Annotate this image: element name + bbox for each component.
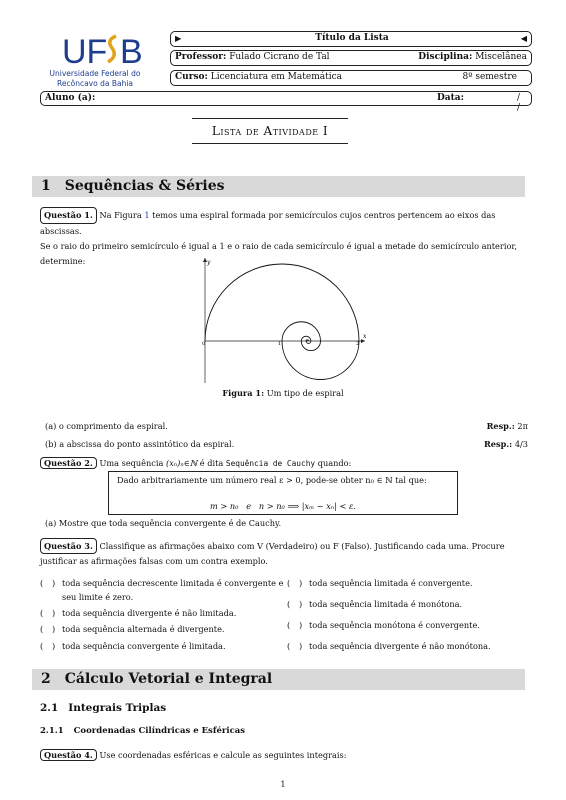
checkbox-paren[interactable]: ) [52, 624, 56, 634]
q1-answer-a: Resp.: 2π [486, 421, 528, 431]
spiral-curve [205, 264, 359, 380]
spiral-figure [193, 255, 373, 385]
title-box [170, 31, 532, 47]
data-label: Data: [437, 93, 464, 103]
page-number: 1 [280, 779, 286, 789]
cauchy-line-1: Dado arbitrariamente um número real ε > 0, pode-se obter n₀ ∈ ℕ tal que: [117, 475, 427, 485]
ufrb-logo-mark [40, 30, 150, 70]
section-1-title: 1 Sequências & Séries [41, 178, 225, 194]
q2-paragraph: Questão 2. Uma sequência (xₙ)ₙ∈ℕ é dita Sequência de Cauchy quando: [40, 457, 351, 469]
university-logo [40, 30, 150, 92]
q1-item-b: (b) a abscissa do ponto assintótico da espiral. [45, 439, 235, 449]
professor-box [170, 50, 532, 66]
checkbox-paren[interactable]: ) [299, 641, 303, 651]
q4-paragraph: Questão 4. Use coordenadas esféricas e calcule as seguintes integrais: [40, 749, 346, 761]
cauchy-line-2: m > n₀ e n > n₀ ⟹ |xₘ − xₙ| < ε. [210, 501, 356, 511]
aluno-box [40, 91, 532, 113]
q1-item-a: (a) o comprimento da espiral. [45, 421, 168, 431]
svg-text:UF: UF [62, 33, 108, 70]
doc-title-rule-top [192, 118, 348, 119]
svg-text:B: B [120, 33, 143, 70]
tick-1-label: 1 [278, 341, 282, 347]
checkbox-paren[interactable]: ) [299, 620, 303, 630]
doc-title: Lista de Atividade I [211, 124, 329, 138]
checkbox-paren[interactable]: ) [52, 578, 56, 588]
logo-line-1: Universidade Federal do [49, 69, 141, 78]
section-2-title: 2 Cálculo Vetorial e Integral [41, 671, 273, 687]
professor-value: Fulado Cicrano de Tal [229, 52, 330, 62]
subsubsection-2-1-1-title: 2.1.1 Coordenadas Cilíndricas e Esféricas [40, 726, 246, 736]
doc-title-rule-bottom [192, 143, 348, 144]
professor-label: Professor: [175, 52, 227, 62]
subsection-2-1-title: 2.1 Integrais Triplas [40, 702, 167, 714]
disciplina-value: Miscelânea [475, 52, 527, 62]
y-axis-label: y [207, 259, 211, 266]
data-value: / / [517, 93, 521, 113]
cauchy-definition-box [108, 471, 458, 515]
checkbox-paren[interactable]: ) [299, 578, 303, 588]
q2-item-a: (a) Mostre que toda sequência convergente é de Cauchy. [45, 518, 282, 528]
tick-0-label: 0 [202, 341, 206, 347]
aluno-label: Aluno (a): [45, 93, 96, 103]
figure-ref-link[interactable]: 1 [144, 210, 150, 220]
logo-line-2: Recôncavo da Bahia [57, 79, 133, 88]
play-left-icon: ◀ [520, 33, 527, 43]
q1-paragraph: Questão 1. Na Figura 1 temos uma espiral formada por semicírculos cujos centros pertencem ao eixos das abscissas. Se o raio do primeiro semicírculo é igual a 1 e o raio de cada semicírculo é igual a metade do semicírculo anterior, determine: [40, 207, 530, 269]
semestre: 8º semestre [462, 72, 517, 82]
play-right-icon: ▶ [175, 33, 182, 43]
q3-badge: Questão 3. [40, 538, 97, 554]
figure-caption: Figura 1: Um tipo de espiral [222, 388, 344, 398]
curso-label: Curso: [175, 72, 208, 82]
q4-badge: Questão 4. [40, 749, 97, 761]
q1-badge: Questão 1. [40, 207, 97, 224]
checkbox-paren[interactable]: ) [299, 599, 303, 609]
q3-paragraph: Questão 3. Classifique as afirmações abaixo com V (Verdadeiro) ou F (Falso). Justificando cada uma. Procure justificar as afirmações falsas com um contra exemplo. [40, 538, 530, 568]
x-axis-label: x [363, 333, 367, 340]
curso-box [170, 70, 532, 86]
curso-value: Licenciatura em Matemática [210, 72, 343, 82]
q1-answer-b: Resp.: 4/3 [483, 439, 528, 449]
tick-2-label: 2 [356, 341, 360, 347]
checkbox-paren[interactable]: ) [52, 641, 56, 651]
list-title: Título da Lista [315, 33, 389, 43]
disciplina-label: Disciplina: [418, 52, 473, 62]
q2-badge: Questão 2. [40, 457, 97, 469]
checkbox-paren[interactable]: ) [52, 608, 56, 618]
